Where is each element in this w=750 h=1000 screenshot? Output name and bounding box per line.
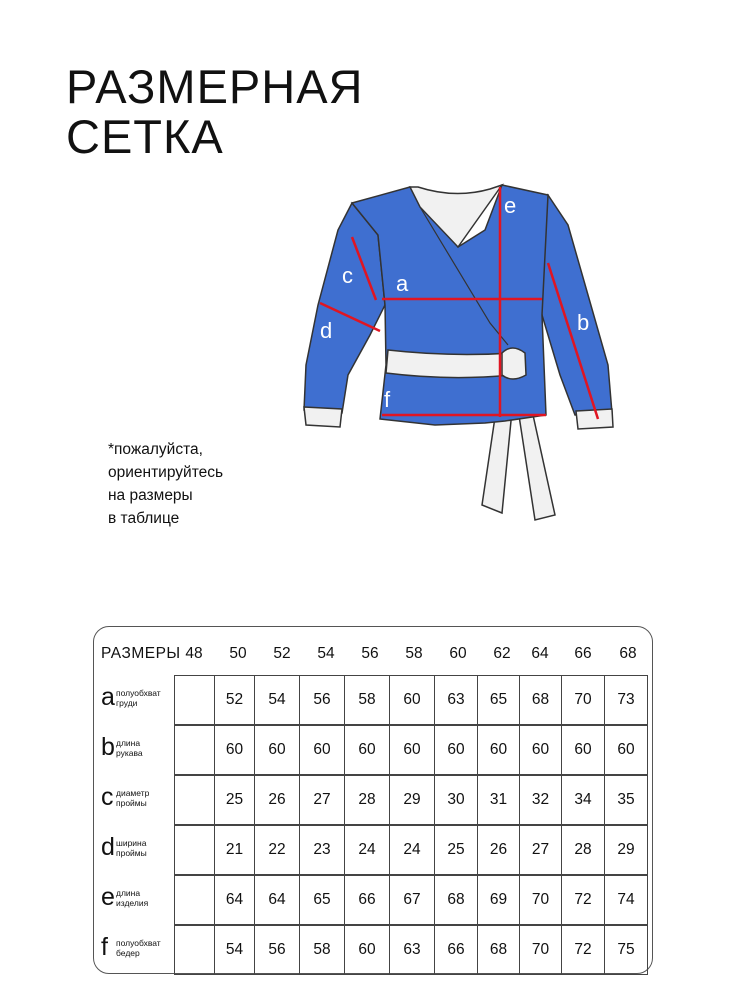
table-row — [94, 825, 652, 875]
table-cell: 28 — [344, 775, 389, 825]
row-description-line: проймы — [116, 798, 147, 808]
size-header: 54 — [317, 645, 335, 662]
table-cell: 54 — [214, 925, 254, 975]
table-cell: 54 — [254, 675, 299, 725]
diagram-label-b: b — [577, 310, 590, 335]
table-cell: 24 — [389, 825, 434, 875]
table-cell-empty — [174, 725, 214, 775]
table-cell: 28 — [561, 825, 604, 875]
row-description-line: груди — [116, 698, 138, 708]
row-description-line: диаметр — [116, 788, 150, 798]
table-cell: 64 — [214, 875, 254, 925]
row-letter: b — [101, 733, 115, 761]
table-cell: 64 — [254, 875, 299, 925]
row-description — [116, 738, 176, 758]
table-cell: 66 — [434, 925, 477, 975]
row-letter: f — [101, 933, 108, 961]
sizes-header-label: РАЗМЕРЫ — [101, 645, 181, 662]
table-cell: 60 — [214, 725, 254, 775]
table-cell: 24 — [344, 825, 389, 875]
table-cell: 75 — [604, 925, 648, 975]
table-cell: 68 — [434, 875, 477, 925]
table-cell: 26 — [254, 775, 299, 825]
table-cell: 69 — [477, 875, 519, 925]
size-header: 50 — [229, 645, 247, 662]
diagram-label-e: e — [504, 193, 517, 218]
table-row — [94, 925, 652, 975]
size-header: 58 — [405, 645, 423, 662]
table-row — [94, 875, 652, 925]
table-cell: 27 — [519, 825, 561, 875]
table-cell: 60 — [519, 725, 561, 775]
note-line-4: в таблице — [108, 510, 180, 527]
diagram-label-f: f — [384, 387, 391, 412]
table-cell: 27 — [299, 775, 344, 825]
row-letter: c — [101, 783, 114, 811]
table-cell: 31 — [477, 775, 519, 825]
table-cell: 60 — [604, 725, 648, 775]
table-cell: 63 — [434, 675, 477, 725]
table-cell: 60 — [389, 675, 434, 725]
table-cell-empty — [174, 875, 214, 925]
table-cell: 56 — [299, 675, 344, 725]
table-cell: 70 — [519, 925, 561, 975]
table-cell: 70 — [519, 875, 561, 925]
row-description — [116, 888, 176, 908]
table-cell: 74 — [604, 875, 648, 925]
table-cell: 66 — [344, 875, 389, 925]
row-description — [116, 688, 176, 708]
title-line-1: РАЗМЕРНАЯ — [66, 60, 364, 113]
row-description-line: длина — [116, 738, 141, 748]
table-cell: 60 — [299, 725, 344, 775]
diagram-label-c: c — [342, 263, 353, 288]
table-cell: 58 — [299, 925, 344, 975]
table-cell: 34 — [561, 775, 604, 825]
table-row — [94, 725, 652, 775]
table-cell: 26 — [477, 825, 519, 875]
size-header: 56 — [361, 645, 379, 662]
left-sleeve — [304, 203, 385, 413]
table-cell: 30 — [434, 775, 477, 825]
table-cell-empty — [174, 825, 214, 875]
belt-knot — [502, 348, 526, 379]
row-letter: e — [101, 883, 115, 911]
diagram-label-a: a — [396, 271, 409, 296]
row-description-line: полуобхват — [116, 938, 161, 948]
size-note — [108, 438, 223, 530]
size-header: 52 — [273, 645, 291, 662]
table-cell: 73 — [604, 675, 648, 725]
table-row — [94, 675, 652, 725]
table-cell: 35 — [604, 775, 648, 825]
table-cell: 56 — [254, 925, 299, 975]
row-letter: a — [101, 683, 115, 711]
page-title — [66, 62, 364, 162]
table-cell-empty — [174, 775, 214, 825]
size-header: 64 — [531, 645, 549, 662]
table-cell: 21 — [214, 825, 254, 875]
table-cell: 60 — [254, 725, 299, 775]
table-cell: 25 — [434, 825, 477, 875]
row-description — [116, 938, 176, 958]
left-cuff — [304, 407, 342, 427]
table-cell: 32 — [519, 775, 561, 825]
table-cell: 72 — [561, 925, 604, 975]
row-description — [116, 838, 176, 858]
row-description-line: проймы — [116, 848, 147, 858]
table-cell: 67 — [389, 875, 434, 925]
size-header: 62 — [493, 645, 511, 662]
size-header-row — [94, 627, 652, 677]
size-header: 48 — [185, 645, 203, 662]
table-cell: 29 — [389, 775, 434, 825]
garment-diagram — [290, 175, 630, 545]
table-cell: 25 — [214, 775, 254, 825]
row-description — [116, 788, 176, 808]
table-cell: 72 — [561, 875, 604, 925]
row-description-line: изделия — [116, 898, 149, 908]
title-line-2: СЕТКА — [66, 110, 224, 163]
table-cell: 29 — [604, 825, 648, 875]
belt — [386, 350, 512, 378]
diagram-label-d: d — [320, 318, 333, 343]
note-line-2: ориентируйтесь — [108, 464, 224, 481]
row-description-line: полуобхват — [116, 688, 161, 698]
table-cell: 60 — [561, 725, 604, 775]
table-cell: 52 — [214, 675, 254, 725]
table-cell-empty — [174, 925, 214, 975]
table-cell: 70 — [561, 675, 604, 725]
size-header: 68 — [619, 645, 637, 662]
table-cell: 68 — [477, 925, 519, 975]
row-description-line: рукава — [116, 748, 143, 758]
size-table — [93, 626, 653, 974]
table-cell: 60 — [344, 725, 389, 775]
size-header: 66 — [574, 645, 592, 662]
table-cell-empty — [174, 675, 214, 725]
table-cell: 63 — [389, 925, 434, 975]
row-description-line: ширина — [116, 838, 147, 848]
table-cell: 60 — [477, 725, 519, 775]
note-line-1: *пожалуйста, — [108, 441, 203, 458]
row-letter: d — [101, 833, 115, 861]
table-cell: 60 — [434, 725, 477, 775]
table-cell: 65 — [299, 875, 344, 925]
row-description-line: бедер — [116, 948, 140, 958]
table-cell: 22 — [254, 825, 299, 875]
table-cell: 58 — [344, 675, 389, 725]
table-cell: 60 — [389, 725, 434, 775]
table-row — [94, 775, 652, 825]
size-header: 60 — [449, 645, 467, 662]
note-line-3: на размеры — [108, 487, 193, 504]
table-cell: 65 — [477, 675, 519, 725]
table-cell: 68 — [519, 675, 561, 725]
table-cell: 60 — [344, 925, 389, 975]
row-description-line: длина — [116, 888, 141, 898]
table-cell: 23 — [299, 825, 344, 875]
